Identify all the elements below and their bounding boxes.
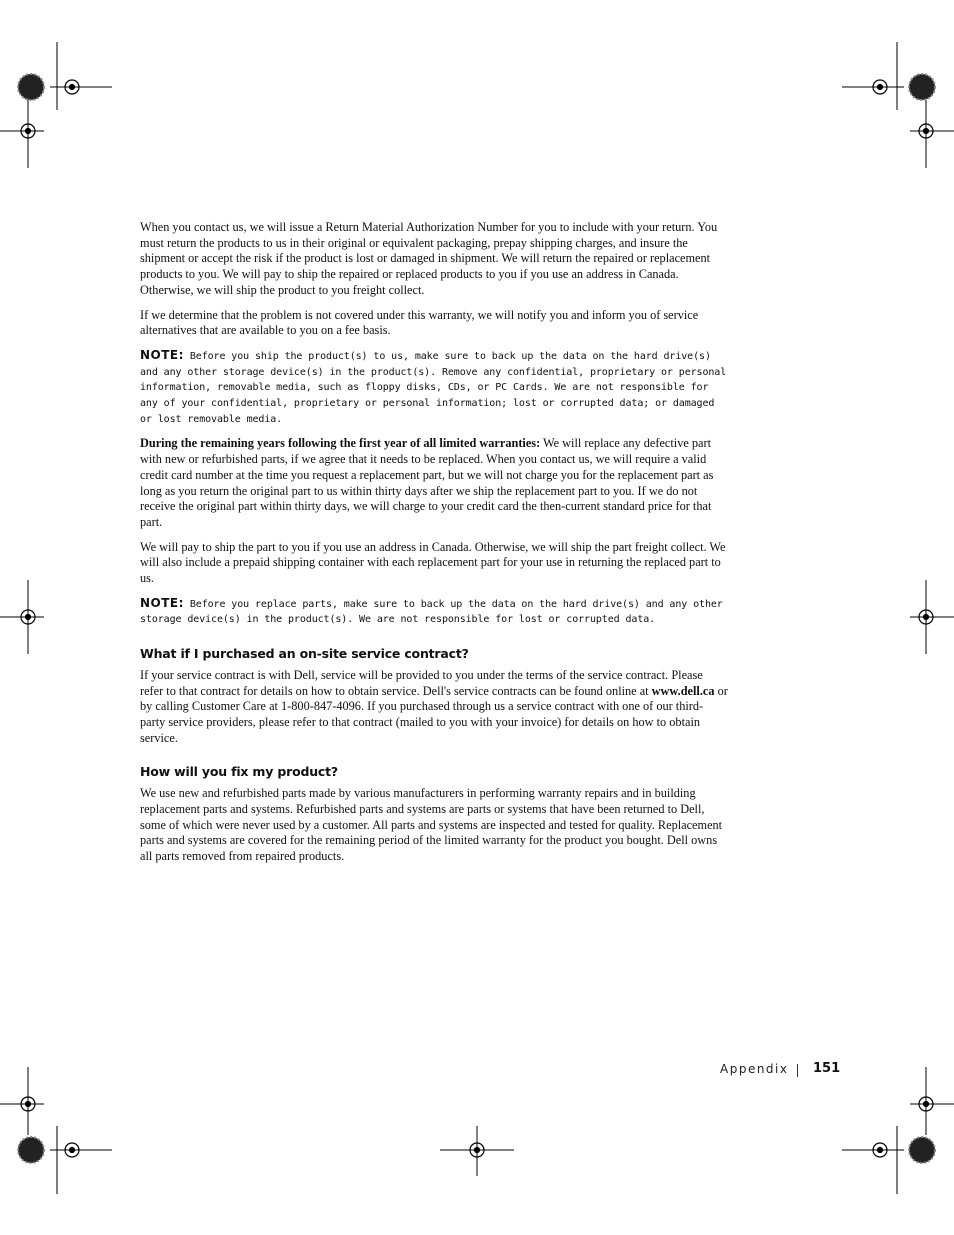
- note-label: NOTE:: [140, 347, 184, 362]
- footer-section-name: Appendix: [720, 1062, 789, 1076]
- note-backup-before-ship: [140, 348, 728, 428]
- paragraph-text: If your service contract is with Dell, service will be provided to you under the terms of the service contract. Please refer to that contract for details on how to obtain service. Dell's service contracts can be found online at: [140, 667, 703, 698]
- note-backup-before-replace: [140, 596, 728, 628]
- paragraph-text: or by calling Customer Care at 1-800-847-4096. If you purchased through us a service contract with one of our third-party service providers, please refer to that contract (mailed to you with your invoice) for details on how to obtain service.: [140, 683, 728, 745]
- footer-divider: [797, 1064, 798, 1077]
- paragraph-text: We will replace any defective part with new or refurbished parts, if we agree that it needs to be replaced. When you contact us, we will require a valid credit card number at the time you request a replacement part, but we will not charge you for the replacement part as long as you return the original part to us within thirty days after we ship the replacement part to you. If we do not receive the original part within thirty days, we will charge to your credit card the then-current standard price for that part.: [140, 436, 714, 529]
- heading-fix-product: How will you fix my product?: [140, 764, 338, 780]
- dell-website-link[interactable]: www.dell.ca: [651, 683, 715, 698]
- paragraph-rma: When you contact us, we will issue a Return Material Authorization Number for you to include with your return. You must return the products to us in their original or equivalent packaging, prepay shipping charges, and insure the shipment or accept the risk if the product is lost or damaged in shipment. We will return the repaired or replacement products to you. We will pay to ship the repaired or replaced products to you if you use an address in Canada. Otherwise, we will ship the product to you freight collect.: [140, 220, 718, 297]
- note-text: Before you replace parts, make sure to back up the data on the hard drive(s) and any other storage device(s) in the product(s). We are not responsible for lost or corrupted data.: [140, 598, 723, 626]
- paragraph-fix-product: We use new and refurbished parts made by various manufacturers in performing warranty repairs and in building replacement parts and systems. Refurbished parts and systems are parts or systems that have been returned to Dell, some of which were never used by a customer. All parts and systems are inspected and tested for quality. Replacement parts and systems are covered for the remaining period of the limited warranty for the product you bought. Dell owns all parts removed from repaired products.: [140, 786, 723, 863]
- paragraph-not-covered: If we determine that the problem is not covered under this warranty, we will notify you and inform you of service alternatives that are available to you on a fee basis.: [140, 307, 699, 338]
- page-footer: [720, 1061, 841, 1076]
- note-label: NOTE:: [140, 595, 184, 610]
- heading-onsite-contract: What if I purchased an on-site service contract?: [140, 646, 469, 662]
- paragraph-shipping: We will pay to ship the part to you if you use an address in Canada. Otherwise, we will ship the part freight collect. We will also include a prepaid shipping container with each replacement part for your use in returning the replaced part to us.: [140, 539, 726, 586]
- page-number: 151: [813, 1061, 841, 1076]
- paragraph-lead-in: During the remaining years following the first year of all limited warranties:: [140, 436, 541, 451]
- note-text: Before you ship the product(s) to us, make sure to back up the data on the hard drive(s) and any other storage device(s) in the product(s). Remove any confidential, proprietary or personal information, removable media, such as floppy disks, CDs, or PC Cards. We are not responsible for any of your confidential, proprietary or personal information; lost or corrupted data; or damaged or lost removable media.: [140, 350, 727, 425]
- paragraph-remaining-years: [140, 436, 728, 530]
- body-content: [140, 220, 728, 874]
- paragraph-onsite-contract: [140, 668, 728, 747]
